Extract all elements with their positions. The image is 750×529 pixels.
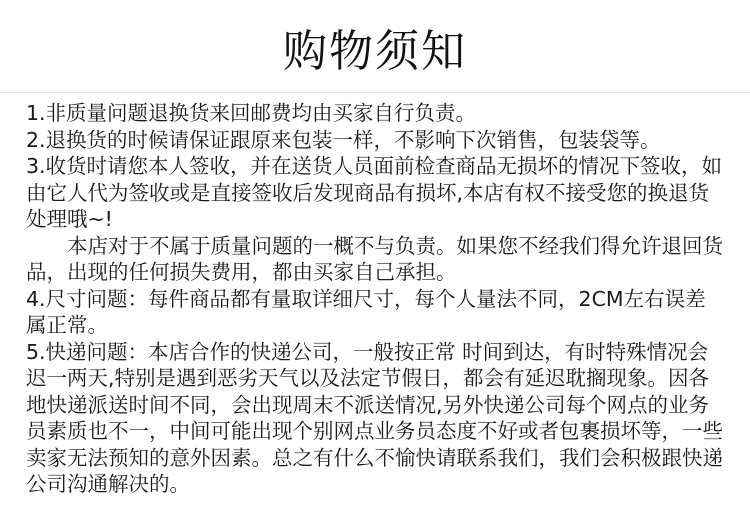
notice-item-size: 4.尺寸问题：每件商品都有量取详细尺寸，每个人量法不同，2CM左右误差属正常。: [26, 286, 706, 337]
title-divider: [0, 92, 750, 93]
notice-item-sign-receipt: 3.收货时请您本人签收，并在送货人员面前检查商品无损坏的情况下签收，如由它人代为签收或是直接签收后发现商品有损坏,本店有权不接受您的换退货处理哦~!: [26, 154, 723, 231]
page-title: 购物须知: [283, 26, 467, 77]
notice-content: [26, 100, 726, 498]
notice-item-liability: 本店对于不属于质量问题的一概不与负责。如果您不经我们得允许退回货品，出现的任何损失费用，都由买家自己承担。: [26, 233, 723, 284]
notice-item-packaging: 2.退换货的时候请保证跟原来包装一样，不影响下次销售，包装袋等。: [26, 127, 661, 152]
notice-item-delivery: 5.快递问题：本店合作的快递公司，一般按正常 时间到达，有时特殊情况会迟一两天,特别是遇到恶劣天气以及法定节假日，都会有延迟耽搁现象。因各地快递派送时间不同，会出现周末不派送情况,另外快递公司每个网点的业务员素质也不一，中间可能出现个别网点业务员态度不好或者包裹损坏等，一些卖家无法预知的意外因素。总之有什么不愉快请联系我们，我们会积极跟快递公司沟通解决的。: [26, 339, 723, 496]
notice-item-return-shipping: 1.非质量问题退换货来回邮费均由买家自行负责。: [26, 101, 477, 125]
